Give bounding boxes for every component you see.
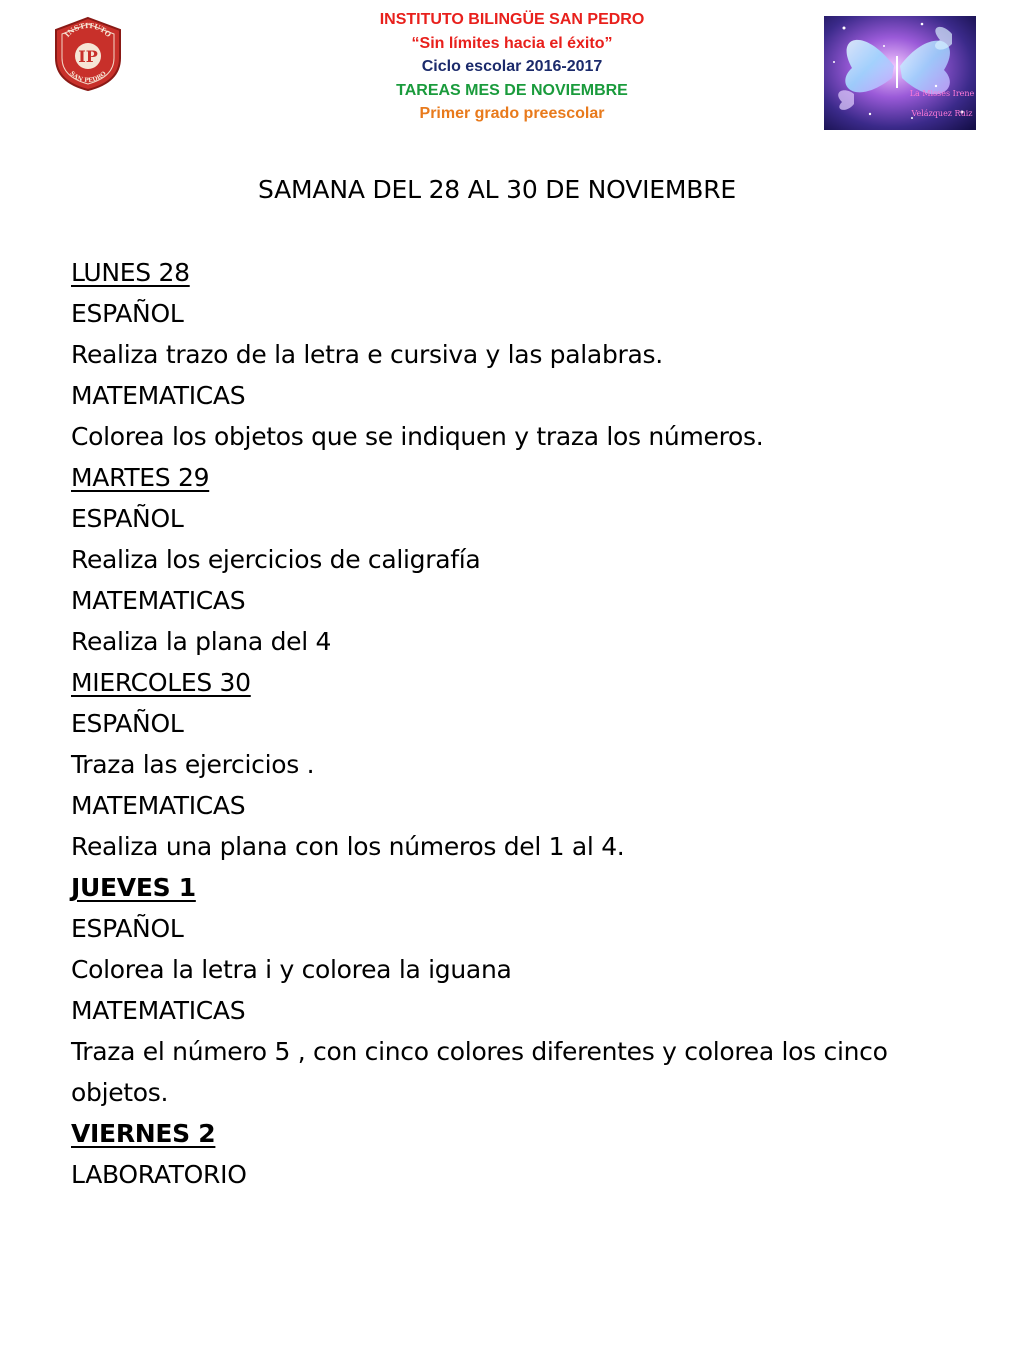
day-label-text: MIERCOLES 30 xyxy=(71,668,251,697)
subject-heading: MATEMATICAS xyxy=(71,586,246,615)
butterfly-image xyxy=(824,16,976,130)
day-label-text: VIERNES 2 xyxy=(71,1119,216,1148)
homework-list xyxy=(71,252,971,1195)
butterfly-caption-line2: Velázquez Ruiz xyxy=(911,109,973,118)
school-name: INSTITUTO BILINGÜE SAN PEDRO xyxy=(379,11,645,28)
subject-heading: LABORATORIO xyxy=(71,1160,247,1189)
school-motto: “Sin límites hacia el éxito” xyxy=(411,34,613,52)
week-title: SAMANA DEL 28 AL 30 DE NOVIEMBRE xyxy=(258,175,736,204)
day-block xyxy=(71,252,971,457)
day-label xyxy=(71,867,971,908)
task-description: Realiza trazo de la letra e cursiva y las palabras. xyxy=(71,340,663,369)
subject-heading: MATEMATICAS xyxy=(71,381,246,410)
subject-heading: ESPAÑOL xyxy=(71,299,184,328)
day-block xyxy=(71,1113,971,1195)
seal-bottom-text: SAN PEDRO xyxy=(68,70,108,85)
subject-heading: ESPAÑOL xyxy=(71,709,184,738)
task-description: Realiza una plana con los números del 1 al 4. xyxy=(71,832,625,861)
subject-heading: ESPAÑOL xyxy=(71,914,184,943)
subject-heading: ESPAÑOL xyxy=(71,504,184,533)
task-description: Traza las ejercicios . xyxy=(71,750,315,779)
day-block xyxy=(71,867,971,1113)
task-description: Colorea los objetos que se indiquen y traza los números. xyxy=(71,422,764,451)
subject-heading: MATEMATICAS xyxy=(71,791,246,820)
day-block xyxy=(71,662,971,867)
task-description: Realiza los ejercicios de caligrafía xyxy=(71,545,481,574)
task-description: Realiza la plana del 4 xyxy=(71,627,332,656)
homework-month: TAREAS MES DE NOVIEMBRE xyxy=(396,81,628,99)
seal-top-text: INSTITUTO xyxy=(62,20,114,39)
day-label xyxy=(71,1113,971,1154)
day-label-text: JUEVES 1 xyxy=(71,873,196,902)
school-cycle: Ciclo escolar 2016-2017 xyxy=(421,58,603,75)
day-label xyxy=(71,252,971,293)
day-label-text: MARTES 29 xyxy=(71,463,210,492)
day-block xyxy=(71,457,971,662)
butterfly-caption-line1: La Misses Irene xyxy=(909,89,975,98)
grade-level: Primer grado preescolar xyxy=(419,105,605,122)
seal-monogram: IP xyxy=(78,47,98,66)
task-description: Colorea la letra i y colorea la iguana xyxy=(71,955,512,984)
day-label xyxy=(71,662,971,703)
day-label xyxy=(71,457,971,498)
day-label-text: LUNES 28 xyxy=(71,258,190,287)
subject-heading: MATEMATICAS xyxy=(71,996,246,1025)
task-description: Traza el número 5 , con cinco colores diferentes y colorea los cinco objetos. xyxy=(71,1037,888,1107)
